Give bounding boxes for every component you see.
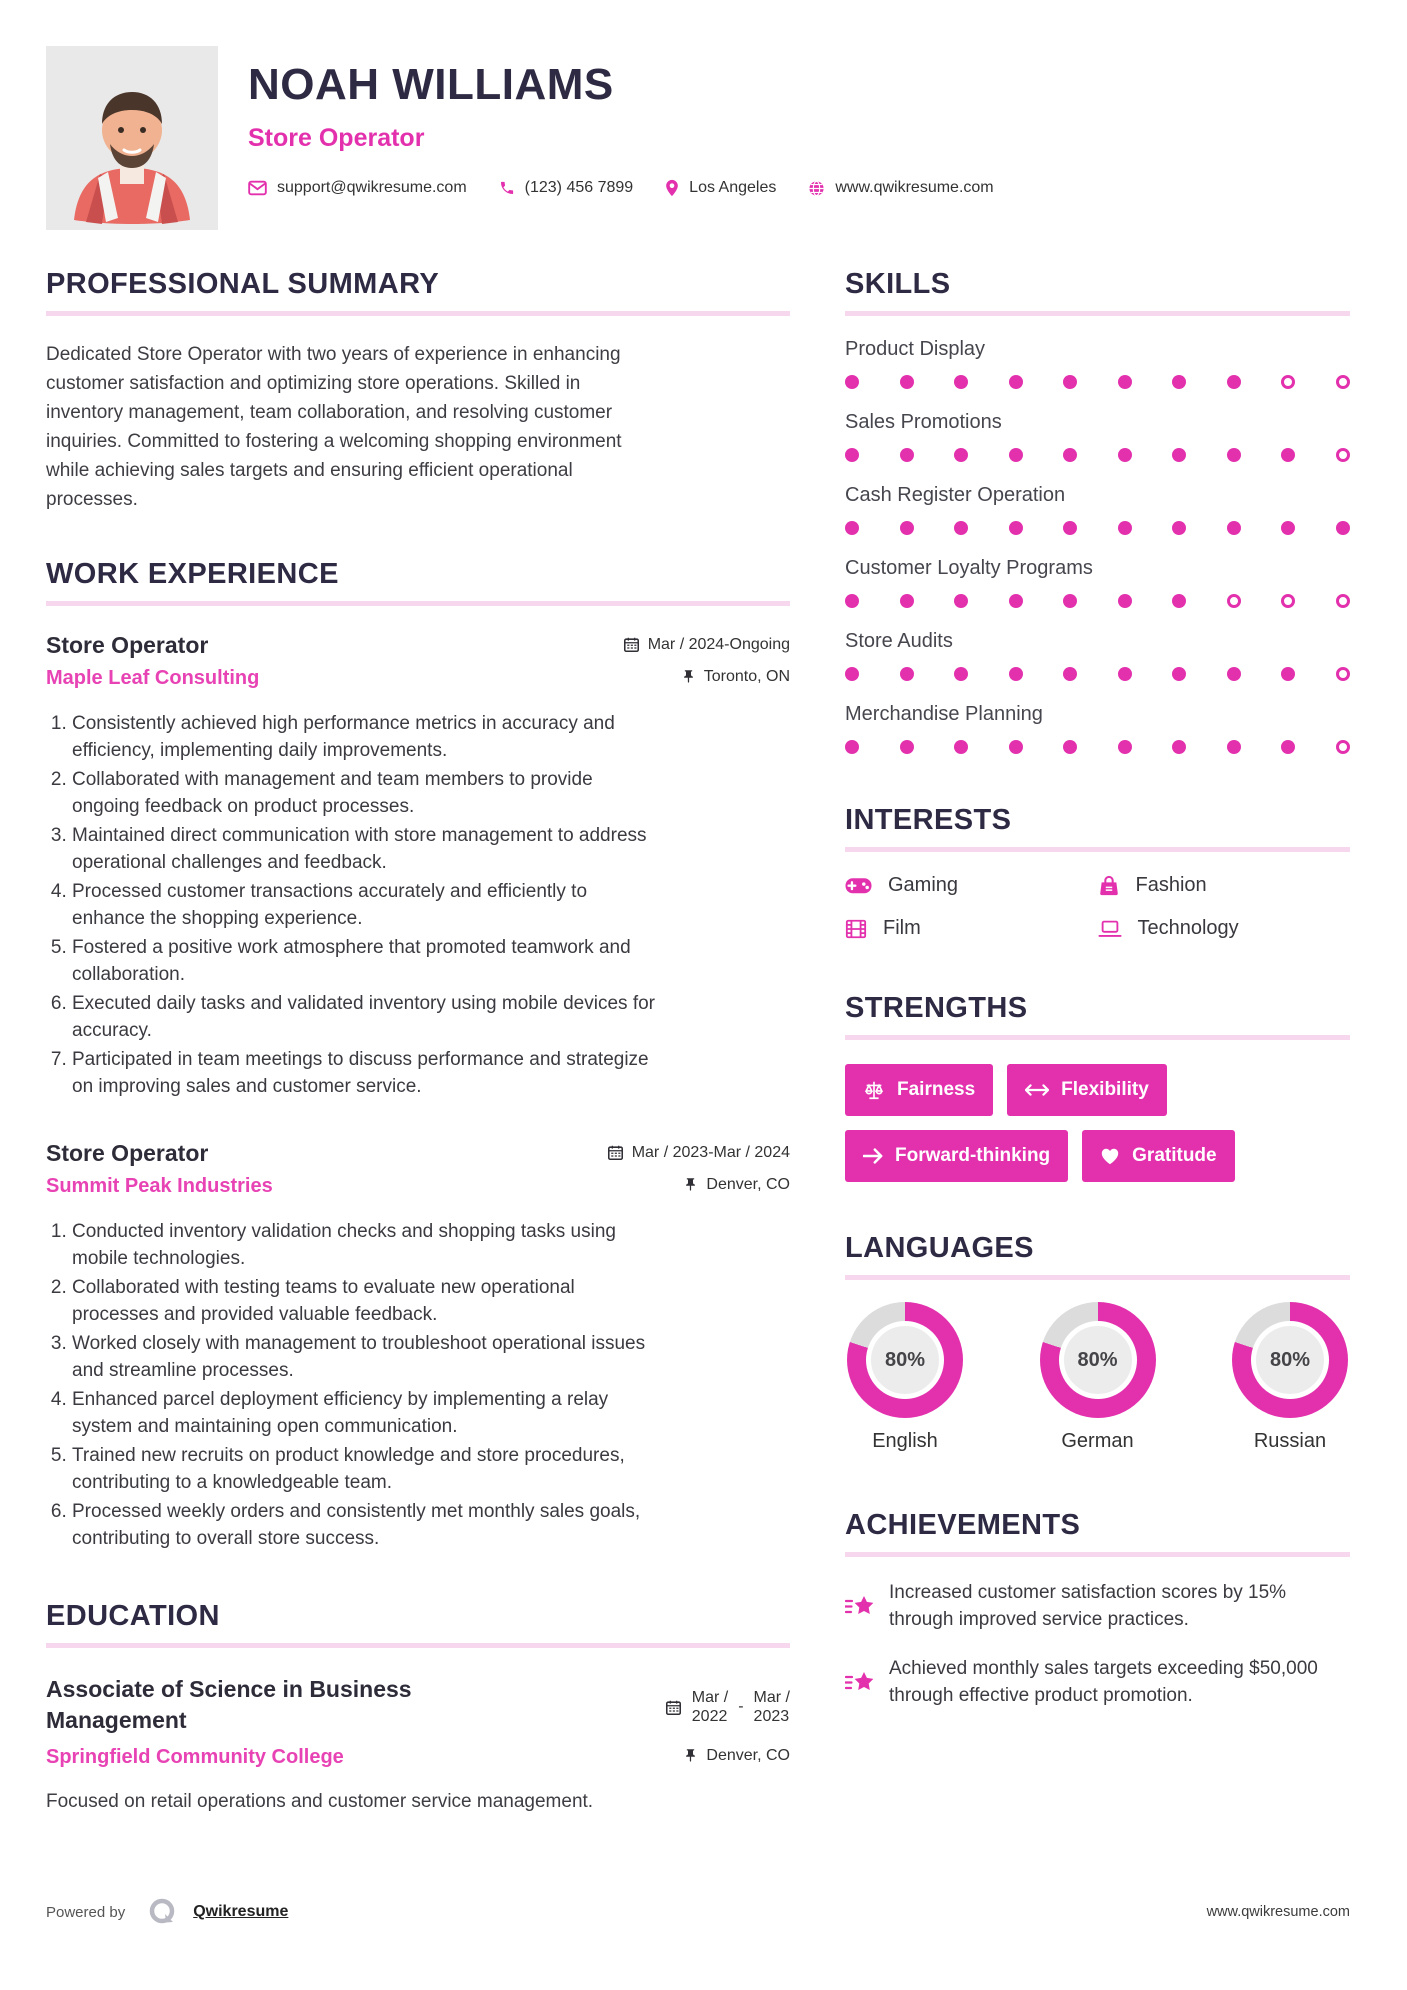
heart-icon [1100,1147,1120,1165]
skills-section [845,268,1350,754]
skill-dot-filled [1172,448,1186,462]
handbag-icon [1098,875,1120,897]
achievement-item [845,1655,1350,1709]
skill-level-dots [845,594,1350,608]
language-item [1230,1302,1350,1453]
strength-label: Gratitude [1132,1145,1217,1166]
job-bullet: 6. Processed weekly orders and consistently met monthly sales goals, contributing to overall store success. [72,1498,661,1552]
skill-dot-empty [1336,740,1350,754]
skill-dot-filled [900,375,914,389]
education-note: Focused on retail operations and customer service management. [46,1791,594,1812]
strengths-heading: STRENGTHS [845,992,1028,1024]
languages-section [845,1232,1350,1453]
section-divider [845,1552,1350,1557]
school-name: Springfield Community College [46,1746,344,1768]
job-entry [46,632,790,1100]
strength-label: Forward-thinking [895,1145,1051,1166]
shooting-star-icon [845,1657,875,1709]
calendar-icon [665,1699,682,1716]
strength-chip [845,1064,993,1116]
language-progress-ring [847,1302,963,1418]
job-title: Store Operator [46,1140,209,1166]
degree-title: Associate of Science in Business Management [46,1676,412,1733]
footer [46,1896,1350,1928]
summary-heading: PROFESSIONAL SUMMARY [46,268,440,300]
section-divider [845,311,1350,316]
skill-dot-filled [900,594,914,608]
skill-item [845,557,1350,608]
page-title: NOAH WILLIAMS [248,60,614,109]
film-icon [845,918,867,940]
strength-label: Fairness [897,1079,976,1100]
left-column [46,268,790,1813]
job-bullet: 1. Conducted inventory validation checks and shopping tasks using mobile technologies. [72,1218,661,1272]
scales-icon [863,1079,885,1101]
skill-dot-filled [1227,740,1241,754]
education-dates [665,1674,790,1736]
skill-dot-filled [954,740,968,754]
achievement-item [845,1579,1350,1633]
skill-level-dots [845,521,1350,535]
section-divider [46,601,790,606]
language-item [1038,1302,1158,1453]
interest-label: Fashion [1135,874,1207,896]
skill-dot-filled [1009,594,1023,608]
skill-item [845,703,1350,754]
skill-dot-filled [1063,521,1077,535]
education-section [46,1600,790,1813]
skill-dot-filled [1172,667,1186,681]
skill-level-dots [845,448,1350,462]
languages-heading: LANGUAGES [845,1232,1034,1264]
skill-dot-filled [954,375,968,389]
left-right-arrow-icon [1025,1083,1049,1097]
skill-dot-filled [1336,521,1350,535]
skill-dot-filled [1281,521,1295,535]
qwikresume-brand-link[interactable]: Qwikresume [193,1903,289,1920]
language-progress-ring [1232,1302,1348,1418]
skill-dot-filled [1118,667,1132,681]
job-bullet: 3. Worked closely with management to troubleshoot operational issues and streamline processes. [72,1330,661,1384]
skill-dot-filled [1118,448,1132,462]
skill-dot-empty [1336,667,1350,681]
work-heading: WORK EXPERIENCE [46,558,339,590]
education-location: Denver, CO [706,1746,790,1764]
skill-dot-filled [1009,521,1023,535]
skill-dot-filled [1063,448,1077,462]
mail-icon [248,180,267,196]
skill-dot-filled [1172,375,1186,389]
job-entry [46,1140,790,1552]
interest-item [845,917,1098,940]
skill-dot-filled [1009,375,1023,389]
skill-name: Store Audits [845,630,953,652]
skill-name: Sales Promotions [845,411,1002,433]
skill-level-dots [845,375,1350,389]
language-percent: 80% [1059,1321,1137,1399]
job-bullet: 7. Participated in team meetings to discuss performance and strategize on improving sales and customer service. [72,1046,661,1100]
skill-dot-empty [1281,594,1295,608]
powered-by-label: Powered by [46,1903,126,1921]
language-name: Russian [1253,1430,1327,1452]
achievement-text: Increased customer satisfaction scores by 15% through improved service practices. [889,1582,1287,1630]
skill-dot-filled [1118,740,1132,754]
skill-dot-filled [1009,448,1023,462]
skill-item [845,338,1350,389]
skill-dot-filled [1063,667,1077,681]
skill-dot-filled [845,667,859,681]
skill-item [845,484,1350,535]
interest-label: Technology [1137,917,1239,939]
job-role-subtitle: Store Operator [248,124,425,152]
education-date-start: Mar / 2022 [691,1689,729,1725]
skills-heading: SKILLS [845,268,951,300]
globe-icon [808,180,825,197]
footer-website[interactable]: www.qwikresume.com [1206,1904,1350,1920]
skill-dot-filled [845,740,859,754]
job-location: Toronto, ON [703,667,790,685]
interests-section [845,804,1350,940]
section-divider [845,1035,1350,1040]
job-bullet: 6. Executed daily tasks and validated inventory using mobile devices for accuracy. [72,990,661,1044]
skill-dot-filled [1118,594,1132,608]
job-bullet: 2. Collaborated with testing teams to evaluate new operational processes and provided valuable feedback. [72,1274,661,1328]
job-title: Store Operator [46,632,209,658]
job-company: Maple Leaf Consulting [46,667,260,689]
shooting-star-icon [845,1581,875,1633]
skill-dot-filled [1009,667,1023,681]
strengths-section [845,992,1350,1182]
calendar-icon [623,636,640,653]
skills-list [845,338,1350,754]
skill-level-dots [845,740,1350,754]
skill-dot-empty [1227,594,1241,608]
skill-name: Cash Register Operation [845,484,1066,506]
language-percent: 80% [866,1321,944,1399]
calendar-icon [607,1144,624,1161]
education-date-end: Mar / 2023 [753,1689,790,1725]
skill-item [845,630,1350,681]
work-experience-section [46,558,790,1552]
interest-item [1098,874,1351,897]
skill-dot-filled [900,667,914,681]
section-divider [46,1643,790,1648]
summary-section [46,268,790,514]
skill-dot-filled [1172,521,1186,535]
skill-dot-filled [1227,375,1241,389]
job-company: Summit Peak Industries [46,1175,273,1197]
contact-website[interactable]: www.qwikresume.com [808,179,993,197]
skill-dot-filled [1063,375,1077,389]
strength-chip [1007,1064,1167,1116]
skill-dot-filled [954,521,968,535]
profile-photo-illustration [46,46,218,230]
phone-icon [499,180,515,196]
skill-dot-filled [954,448,968,462]
contact-location: Los Angeles [665,179,776,197]
job-bullet-list [46,1218,661,1552]
section-divider [46,311,790,316]
job-bullet: 4. Enhanced parcel deployment efficiency by implementing a relay system and maintaining open communication. [72,1386,661,1440]
language-name: English [872,1430,938,1452]
contact-email[interactable]: support@qwikresume.com [248,179,467,197]
job-bullet: 5. Fostered a positive work atmosphere that promoted teamwork and collaboration. [72,934,661,988]
achievements-section [845,1509,1350,1709]
skill-dot-filled [845,375,859,389]
job-dates: Mar / 2023-Mar / 2024 [631,1143,790,1161]
education-heading: EDUCATION [46,1600,220,1632]
interest-item [1098,917,1351,940]
job-bullet: 1. Consistently achieved high performance metrics in accuracy and efficiency, implementing daily improvements. [72,710,661,764]
right-column [845,268,1350,1813]
profile-photo [46,46,218,230]
skill-dot-filled [1227,521,1241,535]
skill-dot-filled [845,448,859,462]
skill-dot-filled [900,448,914,462]
interest-item [845,874,1098,897]
skill-dot-empty [1281,375,1295,389]
strength-chip [1082,1130,1234,1182]
job-location: Denver, CO [706,1175,790,1193]
job-bullet: 4. Processed customer transactions accurately and efficiently to enhance the shopping experience. [72,878,661,932]
skill-dot-empty [1336,448,1350,462]
map-pin-icon [665,179,679,197]
job-bullet-list [46,710,661,1100]
language-item [845,1302,965,1453]
job-bullet: 5. Trained new recruits on product knowledge and store procedures, contributing to a knowledgeable team. [72,1442,661,1496]
pushpin-icon [681,669,696,684]
skill-dot-filled [1227,667,1241,681]
skill-dot-filled [1172,594,1186,608]
achievements-heading: ACHIEVEMENTS [845,1509,1081,1541]
pushpin-icon [683,1177,698,1192]
skill-level-dots [845,667,1350,681]
job-bullet: 2. Collaborated with management and team members to provide ongoing feedback on product processes. [72,766,661,820]
section-divider [845,1275,1350,1280]
skill-name: Customer Loyalty Programs [845,557,1093,579]
skill-dot-filled [1118,375,1132,389]
gamepad-icon [845,877,872,895]
pushpin-icon [683,1748,698,1763]
skill-dot-filled [1063,594,1077,608]
interests-heading: INTERESTS [845,804,1012,836]
skill-dot-filled [900,740,914,754]
skill-dot-filled [1172,740,1186,754]
skill-name: Merchandise Planning [845,703,1043,725]
section-divider [845,847,1350,852]
strength-label: Flexibility [1061,1079,1149,1100]
skill-dot-filled [900,521,914,535]
contact-row [248,179,1016,197]
skill-dot-empty [1336,594,1350,608]
right-arrow-icon [863,1148,883,1164]
skill-dot-filled [1281,667,1295,681]
contact-phone: (123) 456 7899 [499,179,634,197]
job-bullet: 3. Maintained direct communication with store management to address operational challenges and feedback. [72,822,661,876]
skill-dot-filled [1063,740,1077,754]
skill-dot-filled [1227,448,1241,462]
skill-dot-filled [1281,448,1295,462]
interest-label: Gaming [888,874,959,896]
language-percent: 80% [1251,1321,1329,1399]
skill-dot-filled [1118,521,1132,535]
achievement-text: Achieved monthly sales targets exceeding $50,000 through effective product promotion. [889,1658,1318,1706]
skill-dot-filled [845,594,859,608]
strength-chip [845,1130,1068,1182]
job-dates: Mar / 2024-Ongoing [647,635,790,653]
header [0,0,1407,230]
qwikresume-logo-icon [147,1896,179,1928]
skill-name: Product Display [845,338,986,360]
laptop-icon [1098,919,1122,939]
language-progress-ring [1040,1302,1156,1418]
skill-dot-empty [1336,375,1350,389]
skill-dot-filled [954,594,968,608]
date-separator: - [738,1698,744,1715]
interest-label: Film [883,917,921,939]
skill-dot-filled [1281,740,1295,754]
summary-text: Dedicated Store Operator with two years of experience in enhancing customer satisfaction and optimizing store operations. Skilled in inventory management, team collaboration, and resolving customer inquiries. Committed to fostering a welcoming shopping environment while achieving sales targets and ensuring efficient operational processes. [46,344,622,510]
skill-item [845,411,1350,462]
skill-dot-filled [954,667,968,681]
skill-dot-filled [845,521,859,535]
language-name: German [1061,1430,1134,1452]
skill-dot-filled [1009,740,1023,754]
